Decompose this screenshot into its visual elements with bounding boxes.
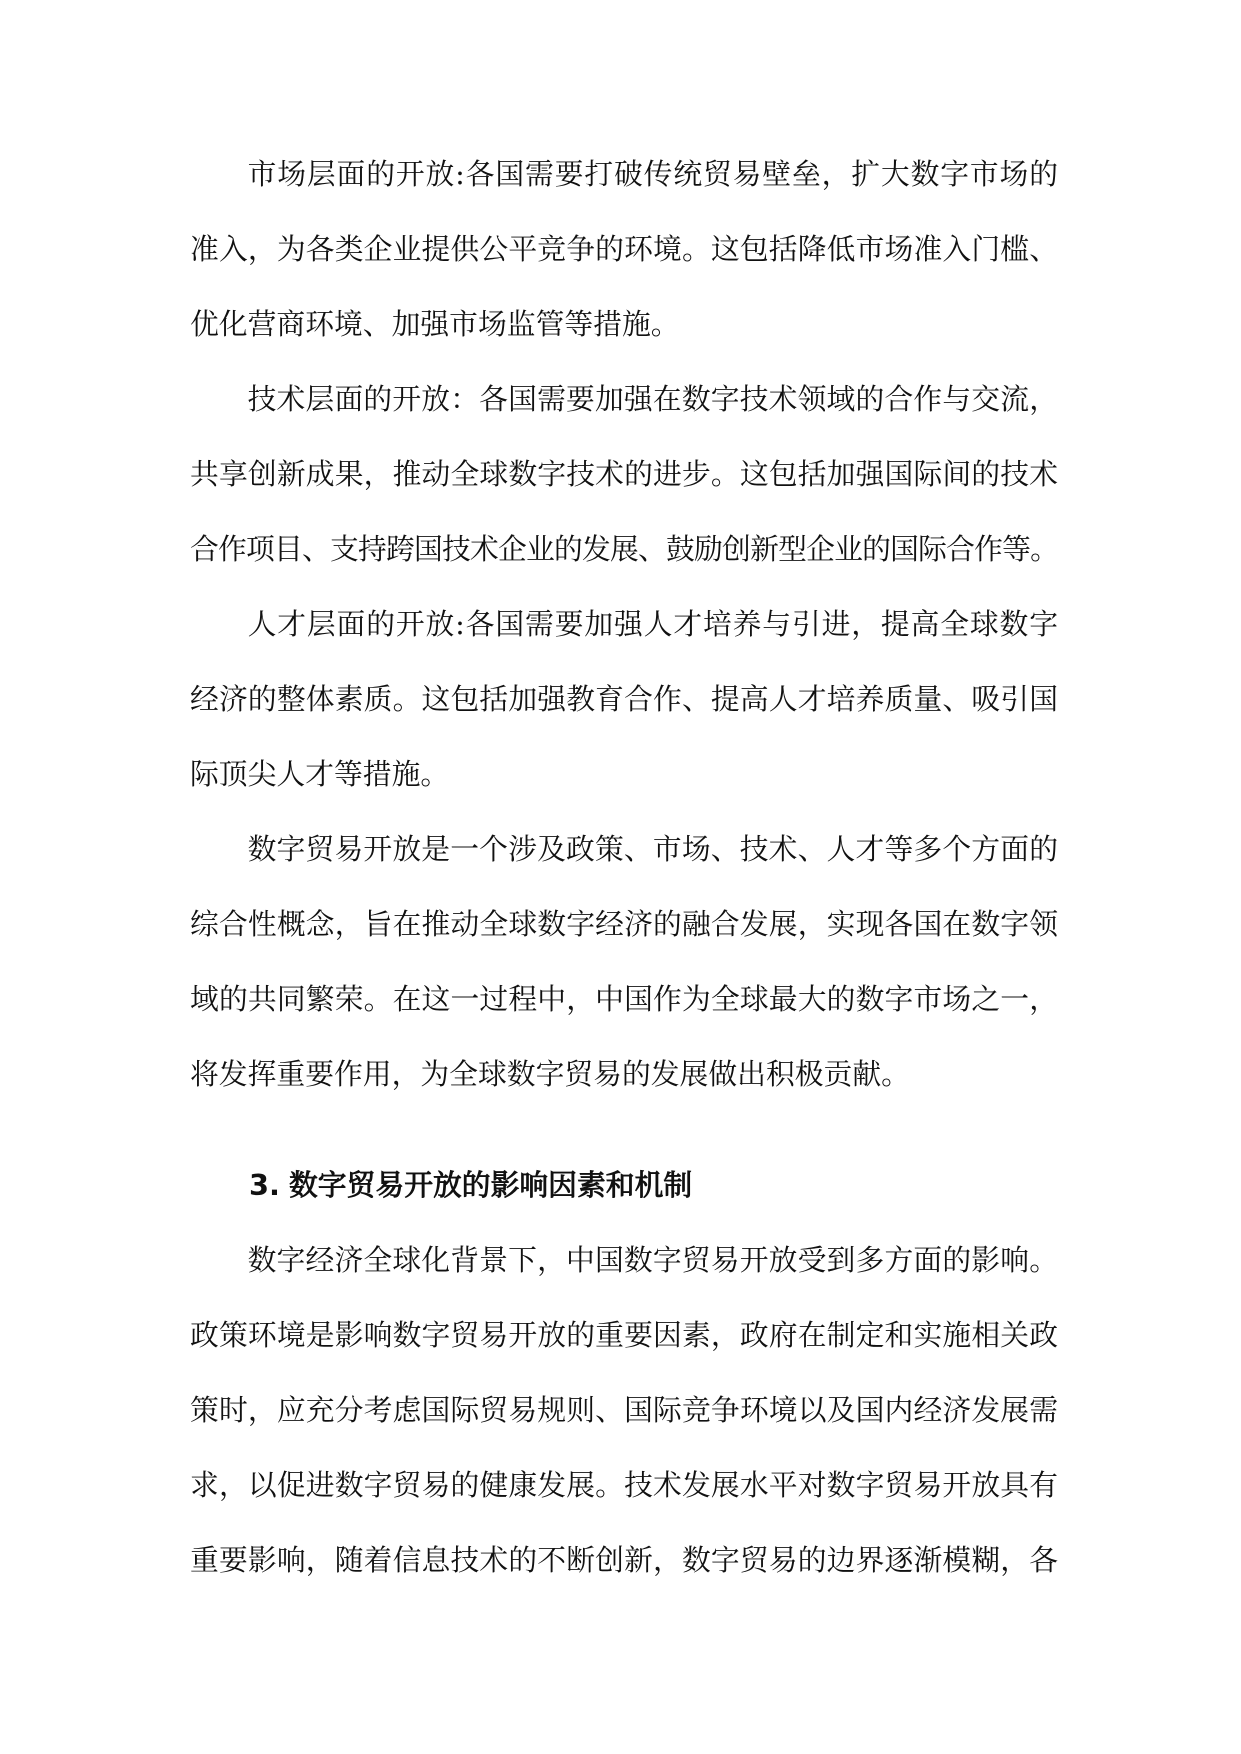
paragraph-line: 数字贸易开放是一个涉及政策、市场、技术、人才等多个方面的 xyxy=(247,832,1058,866)
paragraph-line: 数字经济全球化背景下，中国数字贸易开放受到多方面的影响。 xyxy=(247,1243,1058,1277)
paragraph-line: 策时，应充分考虑国际贸易规则、国际竞争环境以及国内经济发展需 xyxy=(190,1393,1058,1427)
section-number: 3. xyxy=(249,1168,280,1202)
paragraph-line: 准入，为各类企业提供公平竞争的环境。这包括降低市场准入门槛、 xyxy=(190,232,1058,266)
paragraph-line: 政策环境是影响数字贸易开放的重要因素，政府在制定和实施相关政 xyxy=(190,1318,1058,1352)
paragraph-line: 人才层面的开放:各国需要加强人才培养与引进，提高全球数字 xyxy=(247,607,1058,641)
section-title: 数字贸易开放的影响因素和机制 xyxy=(289,1168,693,1202)
paragraph-summary xyxy=(190,812,1058,1112)
paragraph-line: 综合性概念，旨在推动全球数字经济的融合发展，实现各国在数字领 xyxy=(190,907,1058,941)
paragraph-influencing-factors xyxy=(190,1223,1058,1598)
paragraph-line: 域的共同繁荣。在这一过程中，中国作为全球最大的数字市场之一， xyxy=(190,982,1058,1016)
paragraph-line: 共享创新成果，推动全球数字技术的进步。这包括加强国际间的技术 xyxy=(190,457,1058,491)
paragraph-line: 合作项目、支持跨国技术企业的发展、鼓励创新型企业的国际合作等。 xyxy=(190,532,1058,566)
paragraph-technology-openness xyxy=(190,362,1058,587)
paragraph-talent-openness xyxy=(190,587,1058,812)
paragraph-line: 经济的整体素质。这包括加强教育合作、提高人才培养质量、吸引国 xyxy=(190,682,1058,716)
paragraph-line: 技术层面的开放：各国需要加强在数字技术领域的合作与交流， xyxy=(247,382,1058,416)
section-heading xyxy=(190,1148,1058,1223)
paragraph-line: 求，以促进数字贸易的健康发展。技术发展水平对数字贸易开放具有 xyxy=(190,1468,1058,1502)
paragraph-line: 将发挥重要作用，为全球数字贸易的发展做出积极贡献。 xyxy=(190,1057,910,1091)
paragraph-line: 重要影响，随着信息技术的不断创新，数字贸易的边界逐渐模糊，各 xyxy=(190,1543,1058,1577)
paragraph-line: 优化营商环境、加强市场监管等措施。 xyxy=(190,307,680,341)
paragraph-line: 际顶尖人才等措施。 xyxy=(190,757,450,791)
paragraph-line: 市场层面的开放:各国需要打破传统贸易壁垒，扩大数字市场的 xyxy=(247,157,1058,191)
paragraph-market-openness xyxy=(190,137,1058,362)
document-page xyxy=(190,137,1058,1598)
